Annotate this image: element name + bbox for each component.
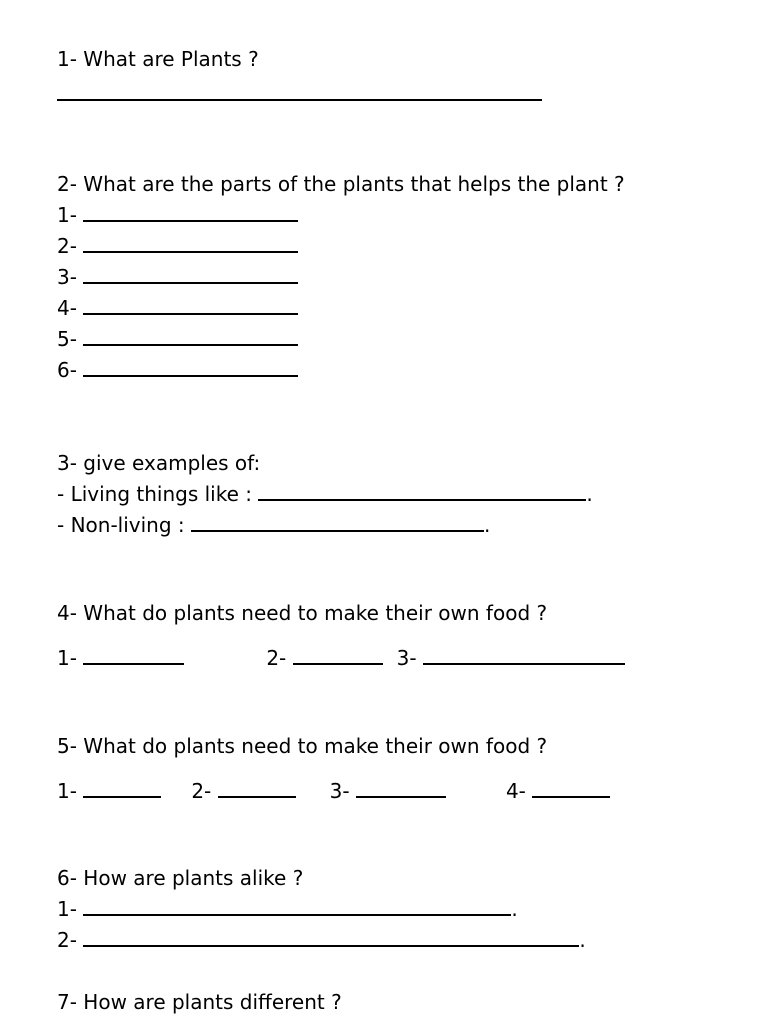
answer-blank [83, 359, 298, 377]
answer-blank [83, 929, 579, 947]
living-label: - Living things like : [57, 482, 252, 506]
period: . [579, 928, 586, 952]
answer-blank [532, 780, 610, 798]
question-4: 4- What do plants need to make their own food ? [57, 601, 548, 625]
question-7: 7- How are plants different ? [57, 990, 342, 1014]
q3-living-row [57, 482, 593, 506]
q5-answers-row [57, 779, 610, 803]
period: . [484, 513, 491, 537]
question-5: 5- What do plants need to make their own food ? [57, 734, 548, 758]
period: . [586, 482, 593, 506]
answer-blank [258, 483, 586, 501]
answer-blank [356, 780, 446, 798]
answer-blank [83, 235, 298, 253]
answer-blank [83, 297, 298, 315]
nonliving-label: - Non-living : [57, 513, 185, 537]
q2-item-4 [57, 296, 298, 320]
answer-blank [83, 328, 298, 346]
answer-blank [218, 780, 296, 798]
answer-blank [83, 898, 511, 916]
item-number: 4- [57, 296, 77, 320]
item-number: 3- [57, 265, 77, 289]
item-number: 6- [57, 358, 77, 382]
answer-number: 1- [57, 779, 77, 803]
question-1: 1- What are Plants ? [57, 47, 259, 71]
q4-answers-row [57, 646, 625, 670]
q6-answer-2 [57, 928, 586, 952]
question-6: 6- How are plants alike ? [57, 866, 304, 890]
answer-blank [83, 204, 298, 222]
answer-blank [423, 647, 625, 665]
answer-number: 3- [329, 779, 350, 803]
answer-number: 3- [396, 646, 417, 670]
item-number: 2- [57, 234, 77, 258]
answer-line-q1 [57, 99, 542, 101]
answer-number: 1- [57, 646, 77, 670]
item-number: 1- [57, 203, 77, 227]
question-3: 3- give examples of: [57, 451, 261, 475]
q3-nonliving-row [57, 513, 490, 537]
q6-answer-1 [57, 897, 518, 921]
q2-item-1 [57, 203, 298, 227]
answer-blank [83, 266, 298, 284]
q2-item-6 [57, 358, 298, 382]
period: . [511, 897, 518, 921]
answer-blank [191, 514, 484, 532]
answer-number: 4- [505, 779, 526, 803]
answer-number: 1- [57, 897, 77, 921]
answer-blank [83, 780, 161, 798]
answer-number: 2- [191, 779, 212, 803]
q2-item-5 [57, 327, 298, 351]
question-2: 2- What are the parts of the plants that helps the plant ? [57, 172, 625, 196]
q2-item-3 [57, 265, 298, 289]
answer-blank [293, 647, 383, 665]
answer-number: 2- [266, 646, 287, 670]
item-number: 5- [57, 327, 77, 351]
q2-item-2 [57, 234, 298, 258]
answer-blank [83, 647, 184, 665]
answer-number: 2- [57, 928, 77, 952]
